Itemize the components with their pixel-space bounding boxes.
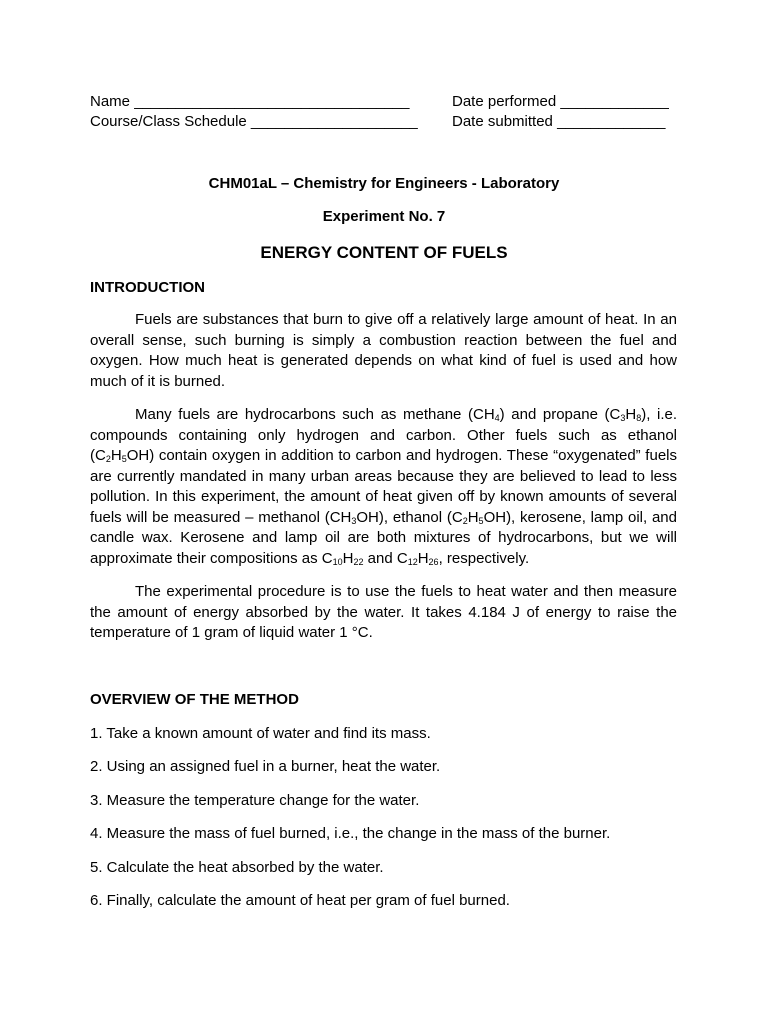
method-step: 4. Measure the mass of fuel burned, i.e., the change in the mass of the burner. (90, 825, 611, 843)
date-performed-blank-line: _____________ (560, 93, 669, 110)
date-submitted-blank-line: _____________ (557, 113, 666, 130)
method-step: 5. Calculate the heat absorbed by the water. (90, 858, 384, 876)
course-schedule-blank-line: ____________________ (250, 113, 418, 130)
name-blank-line: _________________________________ (134, 93, 410, 110)
course-schedule-label: Course/Class Schedule (90, 113, 247, 130)
date-submitted-label: Date submitted (452, 113, 553, 130)
method-step: 3. Measure the temperature change for the water. (90, 791, 420, 809)
date-submitted-field (452, 113, 666, 131)
date-performed-field (452, 93, 669, 111)
method-step: 6. Finally, calculate the amount of heat per gram of fuel burned. (90, 891, 510, 909)
name-field (90, 93, 409, 111)
course-title: CHM01aL – Chemistry for Engineers - Laboratory (208, 175, 560, 192)
experiment-number: Experiment No. 7 (322, 208, 446, 225)
method-step: 2. Using an assigned fuel in a burner, heat the water. (90, 758, 441, 776)
experiment-title: ENERGY CONTENT OF FUELS (260, 243, 508, 262)
method-steps-list (90, 725, 610, 925)
name-label: Name (90, 93, 131, 110)
method-step: 1. Take a known amount of water and find its mass. (90, 725, 431, 742)
intro-paragraph-1: Fuels are substances that burn to give off a relatively large amount of heat. In an overall sense, such burning is simply a combustion reaction between the fuel and oxygen. How much heat is generated depends on what kind of fuel is used and how much of it is burned. (90, 311, 677, 390)
intro-paragraph-3: The experimental procedure is to use the fuels to heat water and then measure the amount of energy absorbed by the water. It takes 4.184 J of energy to raise the temperature of 1 gram of liquid water 1 °C. (90, 583, 677, 641)
method-overview-heading: OVERVIEW OF THE METHOD (90, 691, 299, 708)
intro-paragraph-2: Many fuels are hydrocarbons such as methane $(CH_4)$ and propane $(C_3H_8)$, i.e. compounds containing only hydrogen and carbon. Other fuels such as ethanol $(C_2H_5OH)$ contain oxygen in addition to carbon and hydrogen. These “oxygenated” fuels are currently mandated in many urban areas because they are believed to lead to less pollution. In this experiment, the amount of heat given off by known amounts of several fuels will be measured – methanol $(CH_3OH)$, ethanol $(C_2H_5OH)$, kerosene, lamp oil, and candle wax. Kerosene and lamp oil are both mixtures of hydrocarbons, but we will approximate their compositions as $C_{10}H_{22}$ and $C_{12}H_{26}$, respectively. (90, 406, 678, 567)
course-schedule-field (90, 113, 418, 131)
introduction-heading: INTRODUCTION (90, 279, 205, 296)
date-performed-label: Date performed (452, 93, 557, 110)
